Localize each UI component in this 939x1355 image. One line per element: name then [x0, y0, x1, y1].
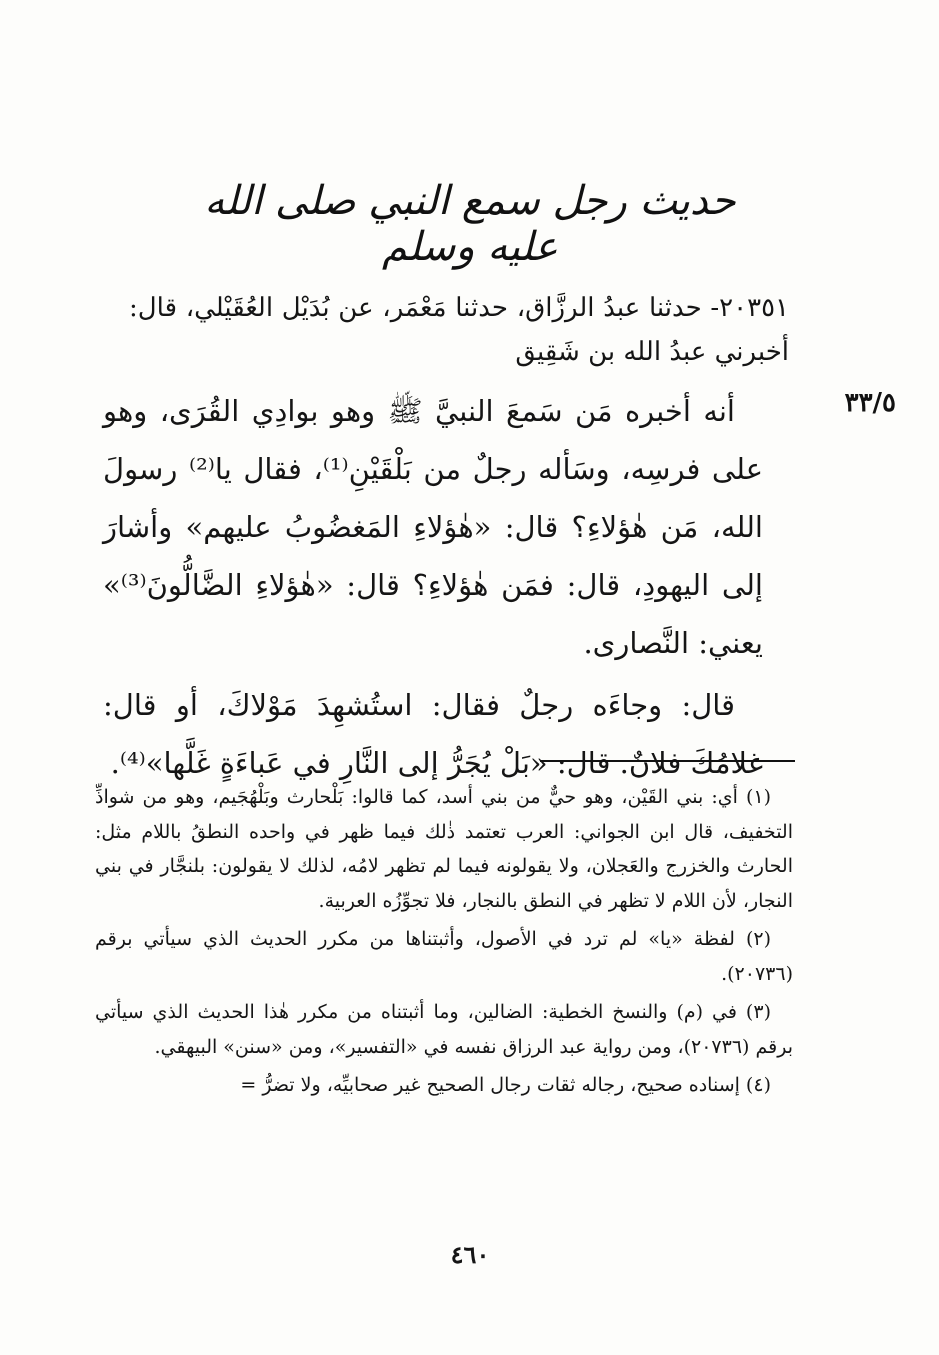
chapter-title: حديث رجل سمع النبي صلى الله عليه وسلم: [204, 178, 736, 270]
footnote-3: (٣) في (م) والنسخ الخطية: الضالين، وما أثبتناه من مكرر هٰذا الحديث الذي سيأتي برقم (٢٠٧٣٦)، ومن رواية عبد الرزاق نفسه في «التفسير»، ومن «سنن» البيهقي.: [95, 1001, 793, 1058]
footnote-1: (١) أي: بني القَيْن، وهو حيٌّ من بني أسد، كما قالوا: بَلْحارث وبَلْهُجَيم، وهو من شواذِّ التخفيف، قال ابن الجواني: العرب تعتمد ذٰلك فيما ظهر في واحده النطقُ باللام مثل: الحارث والخزرج والعَجلان، ولا يقولونه فيما لم تظهر لامُه، لذلك لا يقولون: بلنجَّار في بني النجار، لأن اللام لا تظهر في النطق بالنجار، فلا تجوِّزُه العربية.: [95, 786, 793, 912]
hadith-isnad: ٢٠٣٥١- حدثنا عبدُ الرزَّاق، حدثنا مَعْمَر، عن بُدَيْل العُقَيْلي، قال: أخبرني عبدُ الله بن شَقِيق: [129, 293, 789, 367]
hadith-paragraph: أنه أخبره مَن سَمعَ النبيَّ ﷺ وهو بوادِي القُرَى، وهو على فرسِه، وسَأله رجلٌ من بَلْقَيْنِ⁽¹⁾، فقال يا⁽²⁾ رسولَ الله، مَن هٰؤلاءِ؟ قال: «هٰؤلاءِ المَغضُوبُ عليهم» وأشارَ إلى اليهودِ، قال: فمَن هٰؤلاءِ؟ قال: «هٰؤلاءِ الضَّالُّونَ⁽³⁾» يعني: النَّصارى.: [103, 394, 763, 660]
hadith-text: [103, 382, 763, 796]
footnotes: [95, 780, 793, 1107]
hadith-paragraph: قال: وجاءَه رجلٌ فقال: استُشهِدَ مَوْلاكَ، أو قال: غلامُكَ فلانٌ. قال: «بَلْ يُجَرُّ إلى النَّارِ في عَباءَةٍ غَلَّها»⁽⁴⁾.: [103, 688, 763, 780]
footnote-separator: [540, 760, 795, 762]
page-number: ٤٦٠: [450, 1240, 490, 1269]
margin-volume-page-ref: ٣٣/٥: [844, 388, 896, 418]
footnote-4: (٤) إسناده صحيح، رجاله ثقات رجال الصحيح غير صحابيِّه، ولا تضرُّ =: [240, 1074, 771, 1096]
footnote-2: (٢) لفظة «يا» لم ترد في الأصول، وأثبتناها من مكرر الحديث الذي سيأتي برقم (٢٠٧٣٦).: [95, 928, 793, 985]
